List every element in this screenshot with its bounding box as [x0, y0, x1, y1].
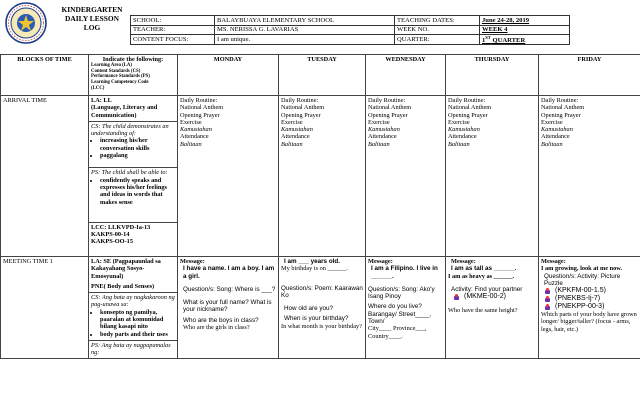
col-indicate: Indicate the following: Learning Area (LA) Content Standards (CS) Performance Standards (PS) Learning Competency Code (LCC) [89, 55, 178, 96]
arrival-block: ARRIVAL TIME [1, 96, 89, 257]
arrival-tuesday: Daily Routine: National Anthem Opening Prayer Exercise Kamustahan Attendance Balitaan [279, 96, 366, 257]
competency-code: (MKME-00-2) [454, 293, 536, 301]
teacher-value: MS. NERISSA G. LAVARIAS [215, 25, 395, 35]
lesson-log-table [0, 54, 640, 359]
competency-code-2: (PNEKBS-Ij-7) [545, 295, 638, 303]
arrival-wednesday: Daily Routine: National Anthem Opening Prayer Exercise Kamustahan Attendance Balitaan [366, 96, 446, 257]
focus-label: CONTENT FOCUS: [131, 35, 215, 45]
meeting-friday: Message: I am growing, look at me now. Question/s: Activity: Picture Puzzle (KPKFM-00-1.5) (PNEKBS-Ij-7) (PNEKPP-00-3) Which parts of your body have grown longer/ bigger/taller? (focus - arms, legs, hair, etc.) [539, 257, 640, 359]
quarter-value: 1ST QUARTER [480, 35, 570, 45]
log-title [56, 5, 128, 32]
table-header-row [1, 55, 640, 96]
arrival-row [1, 96, 640, 257]
tag-icon [545, 288, 552, 295]
arrival-monday: Daily Routine: National Anthem Opening Prayer Exercise Kamustahan Attendance Balitaan [178, 96, 279, 257]
school-value: BALAYBUAYA ELEMENTARY SCHOOL [215, 16, 395, 26]
week-label: WEEK NO. [395, 25, 480, 35]
col-tuesday: TUESDAY [279, 55, 366, 96]
teacher-label: TEACHER: [131, 25, 215, 35]
col-blocks: BLOCKS OF TIME [1, 55, 89, 96]
meeting-wednesday: Message: I am a Filipino. I live in ______. Question/s: Song: Ako'y Isang Pinoy Where do you live? Barangay/ Street____, Town/ City____ Province___, Country____. [366, 257, 446, 359]
meeting-block: MEETING TIME 1 [1, 257, 89, 359]
arrival-thursday: Daily Routine: National Anthem Opening Prayer Exercise Kamustahan Attendance Balitaan [446, 96, 539, 257]
dates-value: June 24-28, 2019 [480, 16, 570, 26]
col-monday: MONDAY [178, 55, 279, 96]
quarter-label: QUARTER: [395, 35, 480, 45]
col-wednesday: WEDNESDAY [366, 55, 446, 96]
arrival-indicators: LA: LL (Language, Literacy and Communication) CS: The child demonstrates an understanding of: • increasing his/her conversation skills • paggalang PS: The child shall be able to: • confidently speaks and expresses his/her feelings and ideas in words that makes sense LCC: LLKVPD-Ia-13 KAKPS-00-14 KAKPS-OO-15 [89, 96, 178, 257]
school-label: SCHOOL: [131, 16, 215, 26]
header-info-table [130, 15, 570, 45]
competency-code-1: (KPKFM-00-1.5) [545, 287, 638, 295]
arrival-friday: Daily Routine: National Anthem Opening Prayer Exercise Kamustahan Attendance Balitaan [539, 96, 640, 257]
focus-value: I am unique. [215, 35, 395, 45]
deped-seal-logo [5, 2, 47, 44]
tag-icon [545, 296, 552, 303]
tag-icon [545, 304, 552, 311]
meeting-tuesday: I am ___ years old. My birthday is on ______. Question/s: Poem: Kaarawan Ko How old are you? When is your birthday? In what month is your birthday? [279, 257, 366, 359]
title-line-2: DAILY LESSON LOG [65, 14, 119, 32]
title-line-1: KINDERGARTEN [61, 5, 123, 14]
competency-code-3: (PNEKPP-00-3) [545, 303, 638, 311]
tag-icon [454, 294, 461, 301]
week-value: WEEK 4 [480, 25, 570, 35]
col-friday: FRIDAY [539, 55, 640, 96]
meeting-thursday: Message: I am as tall as ______. I am as heavy as ______. Activity: Find your partner (MKME-00-2) Who have the same height? [446, 257, 539, 359]
meeting-monday: Message: I have a name. I am a boy. I am a girl. Question/s: Song: Where is ___? What is your full name? What is your nickname? Who are the boys in class? Who are the girls in class? [178, 257, 279, 359]
dates-label: TEACHING DATES: [395, 16, 480, 26]
meeting-indicators: LA: SE (Pagpapaunlad sa Kakayahang Sosyo-Emosyunal) PNE( Body and Senses) CS: Ang bata ay nagkakaroon ng pag-unawa sa: • konsepto ng pamilya, paaralan at komunidad bilang kasapi nito • body parts and their uses PS: Ang bata ay nagpapamalas ng: [89, 257, 178, 359]
col-thursday: THURSDAY [446, 55, 539, 96]
meeting-row [1, 257, 640, 359]
